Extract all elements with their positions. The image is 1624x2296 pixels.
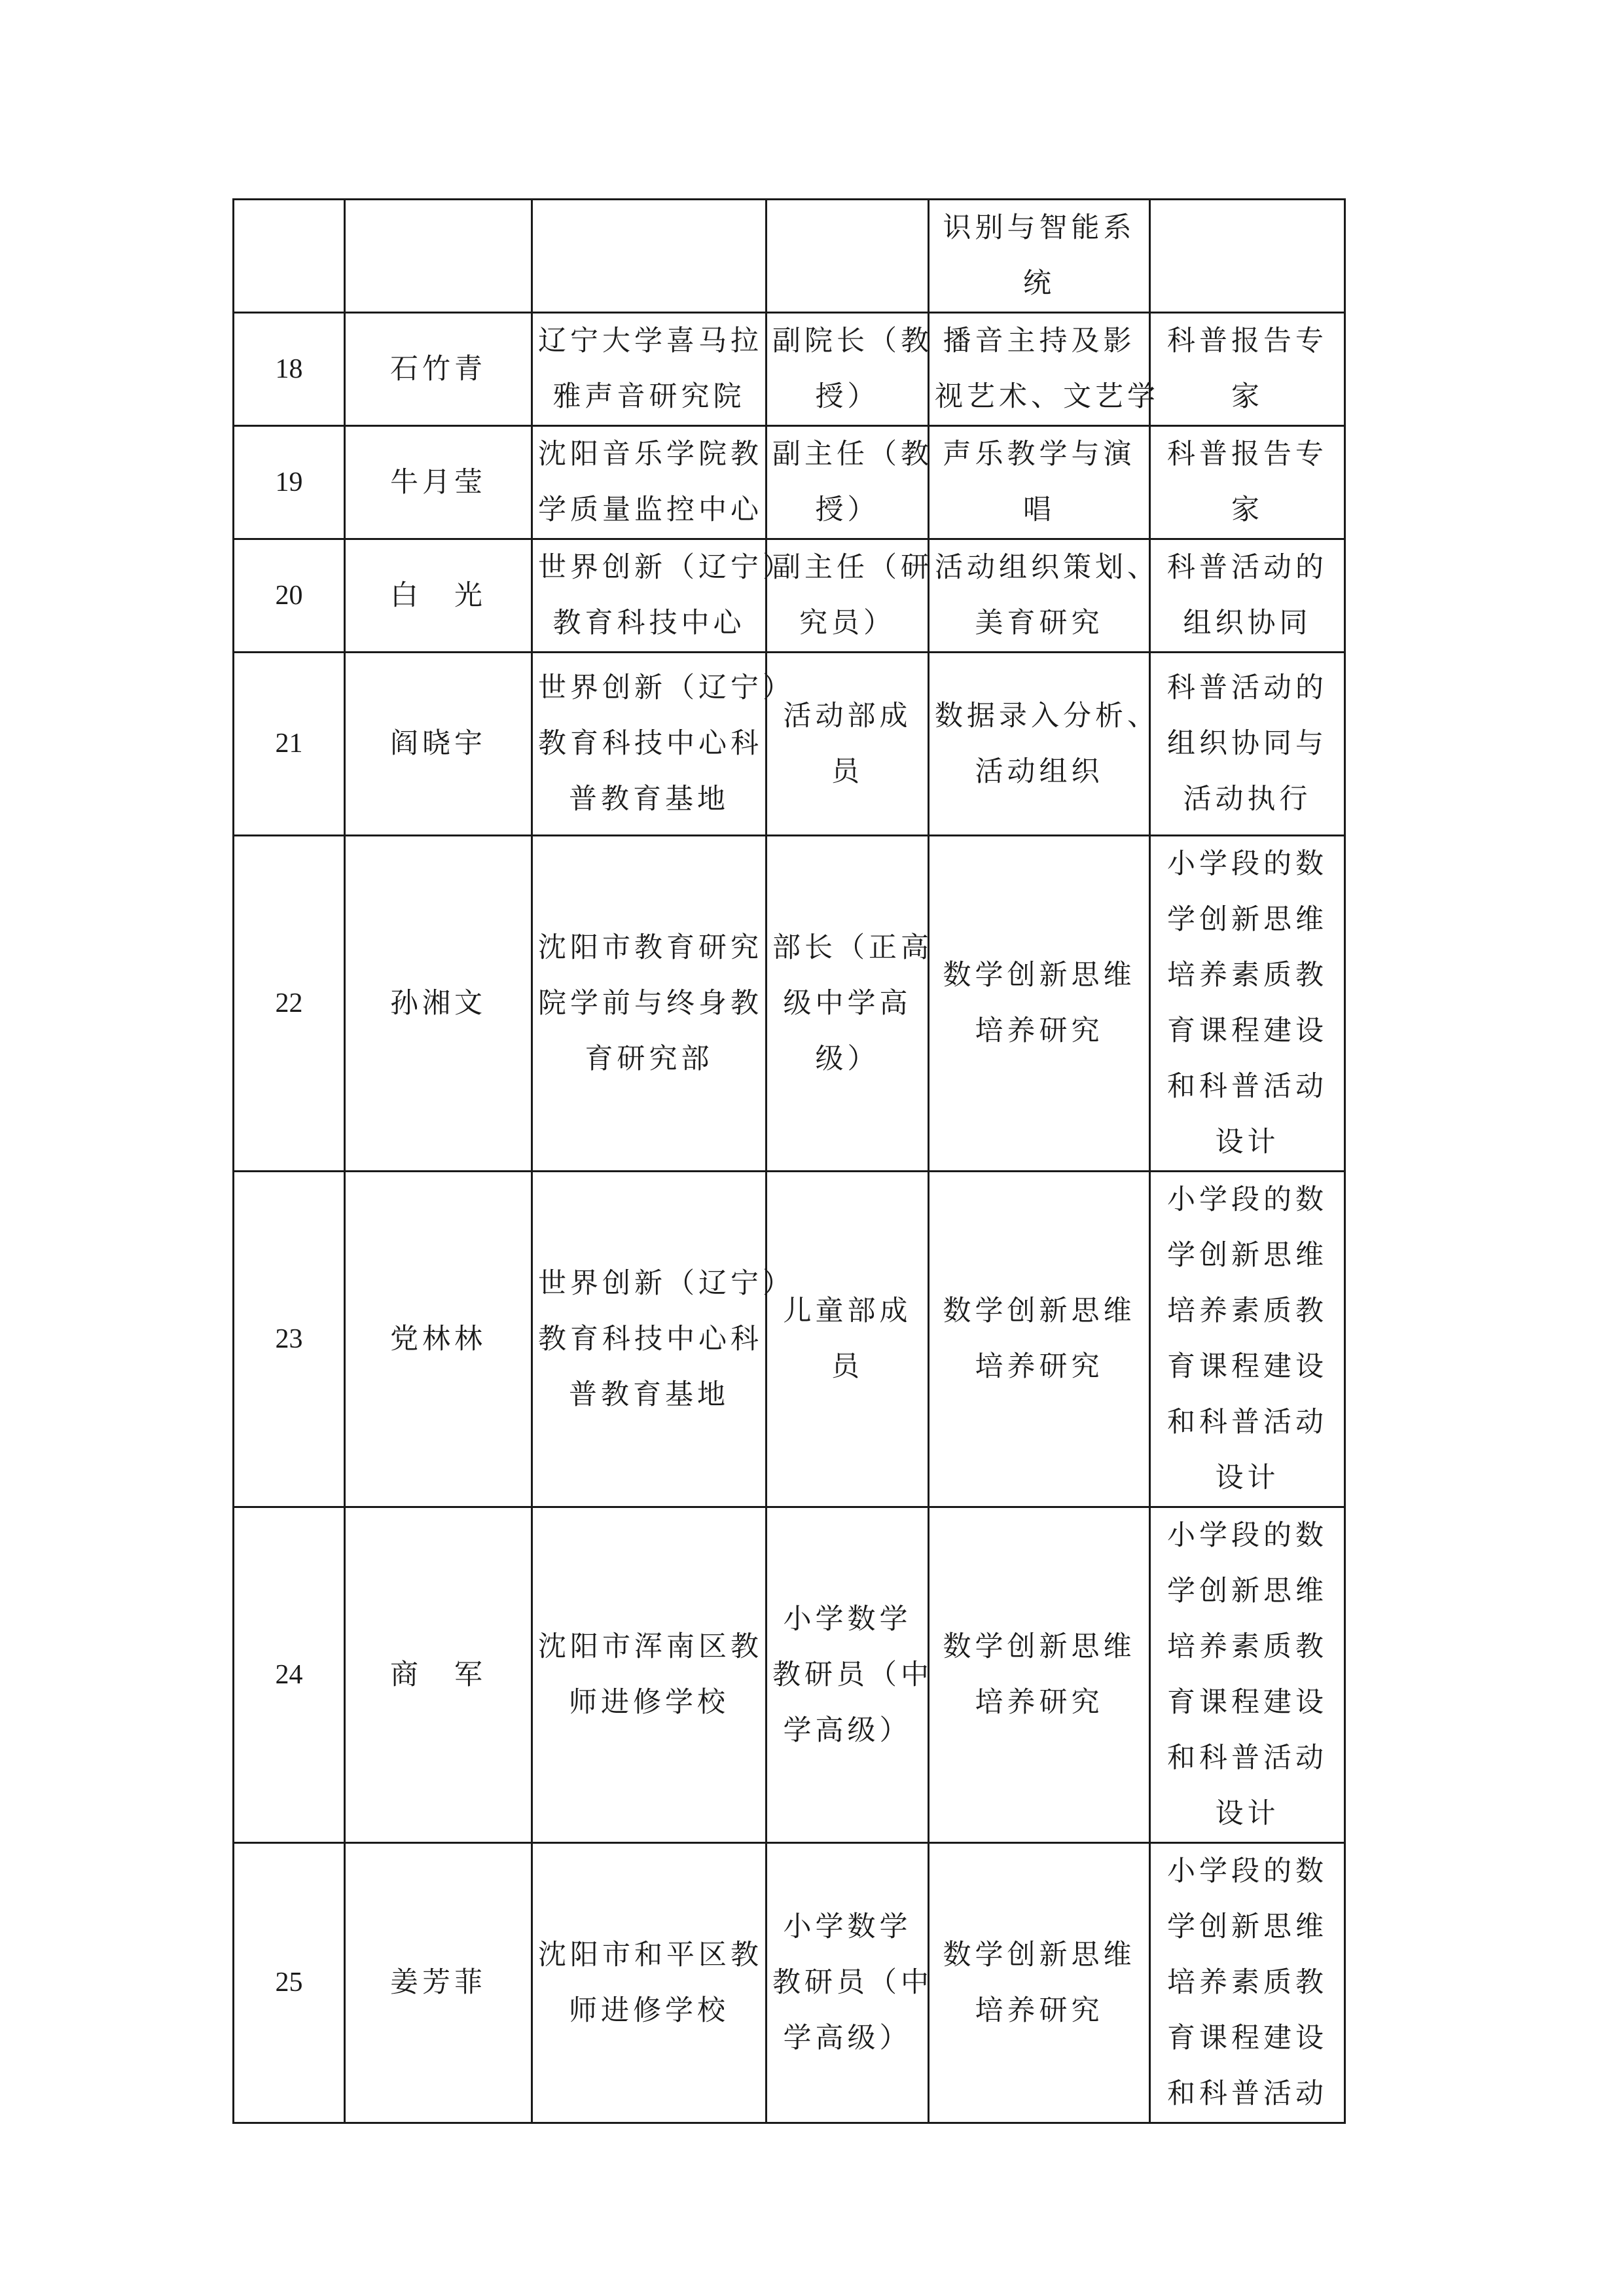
experts-table-page bbox=[232, 198, 1344, 2124]
cell-role bbox=[1150, 539, 1345, 653]
cell-position-line: 授） bbox=[815, 493, 880, 526]
cell-position-line: 员 bbox=[831, 755, 863, 788]
cell-position-line: 员 bbox=[831, 1350, 863, 1383]
cell-position-line: 小学数学 bbox=[783, 1602, 912, 1636]
cell-unit-line: 辽宁大学喜马拉 bbox=[538, 325, 763, 357]
cell-role-line: 家 bbox=[1231, 493, 1263, 526]
cell-role-line: 家 bbox=[1231, 380, 1263, 413]
cell-position-line: 副院长（教 bbox=[772, 325, 933, 357]
cell-position-line: 究员） bbox=[799, 607, 895, 639]
table-row bbox=[234, 1172, 1345, 1507]
cell-role-line: 科普活动的 bbox=[1167, 551, 1327, 584]
cell-unit-line: 育研究部 bbox=[585, 1042, 713, 1075]
cell-role-line: 培养素质教 bbox=[1167, 1966, 1327, 1999]
cell-role-line: 科普报告专 bbox=[1167, 325, 1327, 357]
cell-unit-line: 普教育基地 bbox=[569, 783, 729, 816]
cell-no: 20 bbox=[234, 539, 345, 653]
cell-unit-line: 雅声音研究院 bbox=[552, 380, 746, 413]
cell-unit-line: 世界创新（辽宁） bbox=[538, 551, 795, 584]
cell-unit bbox=[532, 653, 795, 836]
cell-name: 孙湘文 bbox=[345, 836, 532, 1172]
table-row bbox=[234, 313, 1345, 426]
cell-no: 19 bbox=[234, 426, 345, 539]
cell-role bbox=[1150, 426, 1345, 539]
cell-domain-line: 播音主持及影 bbox=[943, 325, 1136, 357]
cell-position-line: 学高级） bbox=[783, 1713, 912, 1747]
cell-unit-line: 师进修学校 bbox=[569, 1994, 729, 2027]
table-row bbox=[234, 426, 1345, 539]
cell-position-line: 小学数学 bbox=[783, 1910, 912, 1943]
cell-name: 石竹青 bbox=[345, 313, 532, 426]
cell-position-line: 活动部成 bbox=[783, 699, 912, 732]
cell-position-line: 教研员（中 bbox=[772, 1966, 933, 1999]
cell-position-line: 级中学高 bbox=[783, 986, 912, 1020]
cell-domain-line: 活动组织策划、 bbox=[935, 551, 1159, 584]
cell-unit bbox=[532, 1507, 767, 1843]
cell-role bbox=[1150, 1507, 1345, 1843]
cell-domain-line: 唱 bbox=[1023, 493, 1055, 526]
cell-role-line: 育课程建设 bbox=[1167, 2022, 1327, 2054]
cell-role-line: 科普报告专 bbox=[1167, 438, 1327, 471]
cell-role-line: 设计 bbox=[1215, 1126, 1280, 1158]
cell-role-line: 组织协同与 bbox=[1167, 727, 1327, 760]
cell-position bbox=[767, 200, 929, 313]
cell-position-line: 副主任（研 bbox=[772, 551, 933, 584]
cell-position-line: 儿童部成 bbox=[783, 1295, 912, 1327]
cell-role bbox=[1150, 1172, 1345, 1507]
cell-role-line: 科普活动的 bbox=[1167, 672, 1327, 704]
cell-domain-line: 数学创新思维 bbox=[943, 1630, 1136, 1663]
cell-role-line: 育课程建设 bbox=[1167, 1350, 1327, 1383]
cell-domain bbox=[929, 426, 1150, 539]
cell-role bbox=[1150, 836, 1345, 1172]
cell-role bbox=[1150, 1843, 1345, 2123]
cell-domain bbox=[929, 1172, 1150, 1507]
cell-role bbox=[1150, 200, 1345, 313]
cell-no: 18 bbox=[234, 313, 345, 426]
experts-table bbox=[232, 198, 1346, 2124]
cell-unit-line: 教育科技中心科 bbox=[538, 1322, 763, 1355]
cell-position-line: 级） bbox=[815, 1042, 880, 1075]
cell-no: 23 bbox=[234, 1172, 345, 1507]
cell-domain bbox=[929, 1507, 1150, 1843]
table-row bbox=[234, 200, 1345, 313]
cell-unit bbox=[532, 313, 767, 426]
cell-position bbox=[767, 1172, 929, 1507]
cell-unit-line: 世界创新（辽宁） bbox=[538, 1266, 795, 1300]
cell-name: 商 军 bbox=[345, 1507, 532, 1843]
cell-unit-line: 教育科技中心科 bbox=[538, 727, 763, 760]
cell-role-line: 小学段的数 bbox=[1167, 1183, 1327, 1216]
cell-name: 牛月莹 bbox=[345, 426, 532, 539]
cell-unit-line: 普教育基地 bbox=[569, 1378, 729, 1411]
cell-no bbox=[234, 200, 345, 313]
cell-role-line: 小学段的数 bbox=[1167, 848, 1327, 880]
table-row bbox=[234, 836, 1345, 1172]
cell-no: 22 bbox=[234, 836, 345, 1172]
cell-role-line: 和科普活动 bbox=[1167, 1742, 1327, 1774]
cell-role-line: 育课程建设 bbox=[1167, 1686, 1327, 1719]
cell-role bbox=[1150, 653, 1345, 836]
cell-unit bbox=[532, 836, 767, 1172]
cell-domain-line: 培养研究 bbox=[975, 1686, 1104, 1719]
cell-domain-line: 识别与智能系 bbox=[943, 211, 1136, 244]
cell-role-line: 育课程建设 bbox=[1167, 1014, 1327, 1047]
cell-position bbox=[767, 539, 933, 653]
cell-unit bbox=[532, 200, 767, 313]
cell-unit-line: 师进修学校 bbox=[569, 1686, 729, 1719]
cell-role-line: 活动执行 bbox=[1183, 783, 1312, 816]
cell-name: 姜芳菲 bbox=[345, 1843, 532, 2123]
cell-role-line: 学创新思维 bbox=[1167, 1239, 1327, 1272]
cell-role-line: 学创新思维 bbox=[1167, 903, 1327, 936]
cell-role-line: 和科普活动 bbox=[1167, 1406, 1327, 1439]
cell-unit bbox=[532, 539, 795, 653]
cell-domain bbox=[929, 653, 1159, 836]
cell-position-line: 授） bbox=[815, 380, 880, 413]
cell-no: 24 bbox=[234, 1507, 345, 1843]
cell-position-line: 学高级） bbox=[783, 2022, 912, 2054]
cell-domain-line: 声乐教学与演 bbox=[943, 438, 1136, 471]
cell-unit bbox=[532, 1172, 795, 1507]
cell-domain-line: 统 bbox=[1023, 267, 1055, 300]
cell-unit-line: 沈阳音乐学院教 bbox=[538, 438, 763, 471]
cell-domain-line: 数学创新思维 bbox=[943, 959, 1136, 992]
table-row bbox=[234, 539, 1345, 653]
cell-position bbox=[767, 426, 933, 539]
cell-role-line: 培养素质教 bbox=[1167, 1630, 1327, 1663]
cell-domain bbox=[929, 1843, 1150, 2123]
cell-role-line: 和科普活动 bbox=[1167, 1070, 1327, 1103]
cell-domain-line: 数据录入分析、 bbox=[935, 699, 1159, 732]
cell-domain bbox=[929, 539, 1159, 653]
cell-role-line: 设计 bbox=[1215, 1462, 1280, 1494]
cell-role-line: 小学段的数 bbox=[1167, 1519, 1327, 1552]
cell-domain-line: 美育研究 bbox=[975, 607, 1104, 639]
cell-domain bbox=[929, 313, 1159, 426]
cell-no: 25 bbox=[234, 1843, 345, 2123]
cell-role-line: 组织协同 bbox=[1183, 607, 1312, 639]
cell-role-line: 和科普活动 bbox=[1167, 2077, 1327, 2110]
cell-role-line: 小学段的数 bbox=[1167, 1855, 1327, 1888]
cell-role bbox=[1150, 313, 1345, 426]
cell-position bbox=[767, 836, 933, 1172]
cell-position bbox=[767, 1843, 933, 2123]
cell-unit-line: 教育科技中心 bbox=[552, 607, 746, 639]
table-row bbox=[234, 653, 1345, 836]
cell-domain-line: 数学创新思维 bbox=[943, 1938, 1136, 1971]
cell-position bbox=[767, 1507, 933, 1843]
table-row bbox=[234, 1507, 1345, 1843]
cell-domain-line: 数学创新思维 bbox=[943, 1295, 1136, 1327]
table-row bbox=[234, 1843, 1345, 2123]
cell-name: 党林林 bbox=[345, 1172, 532, 1507]
cell-unit bbox=[532, 1843, 767, 2123]
cell-unit-line: 沈阳市教育研究 bbox=[538, 931, 763, 964]
cell-unit-line: 世界创新（辽宁） bbox=[538, 672, 795, 704]
cell-unit bbox=[532, 426, 767, 539]
cell-role-line: 培养素质教 bbox=[1167, 1295, 1327, 1327]
cell-no: 21 bbox=[234, 653, 345, 836]
cell-unit-line: 沈阳市和平区教 bbox=[538, 1938, 763, 1971]
cell-position-line: 副主任（教 bbox=[772, 438, 933, 471]
experts-table-body bbox=[234, 200, 1345, 2123]
cell-role-line: 设计 bbox=[1215, 1797, 1280, 1830]
cell-domain-line: 培养研究 bbox=[975, 1994, 1104, 2027]
cell-domain-line: 活动组织 bbox=[975, 755, 1104, 788]
cell-name bbox=[345, 200, 532, 313]
cell-position-line: 教研员（中 bbox=[772, 1658, 933, 1691]
cell-domain bbox=[929, 200, 1150, 313]
cell-unit-line: 院学前与终身教 bbox=[538, 986, 763, 1020]
cell-position bbox=[767, 313, 933, 426]
cell-unit-line: 沈阳市浑南区教 bbox=[538, 1630, 763, 1663]
cell-domain-line: 视艺术、文艺学 bbox=[935, 380, 1159, 413]
cell-name: 白 光 bbox=[345, 539, 532, 653]
cell-role-line: 培养素质教 bbox=[1167, 959, 1327, 992]
cell-name: 阎晓宇 bbox=[345, 653, 532, 836]
cell-unit-line: 学质量监控中心 bbox=[538, 493, 763, 526]
cell-domain-line: 培养研究 bbox=[975, 1350, 1104, 1383]
cell-role-line: 学创新思维 bbox=[1167, 1575, 1327, 1607]
cell-domain-line: 培养研究 bbox=[975, 1014, 1104, 1047]
cell-domain bbox=[929, 836, 1150, 1172]
cell-role-line: 学创新思维 bbox=[1167, 1910, 1327, 1943]
cell-position-line: 部长（正高 bbox=[772, 931, 933, 964]
